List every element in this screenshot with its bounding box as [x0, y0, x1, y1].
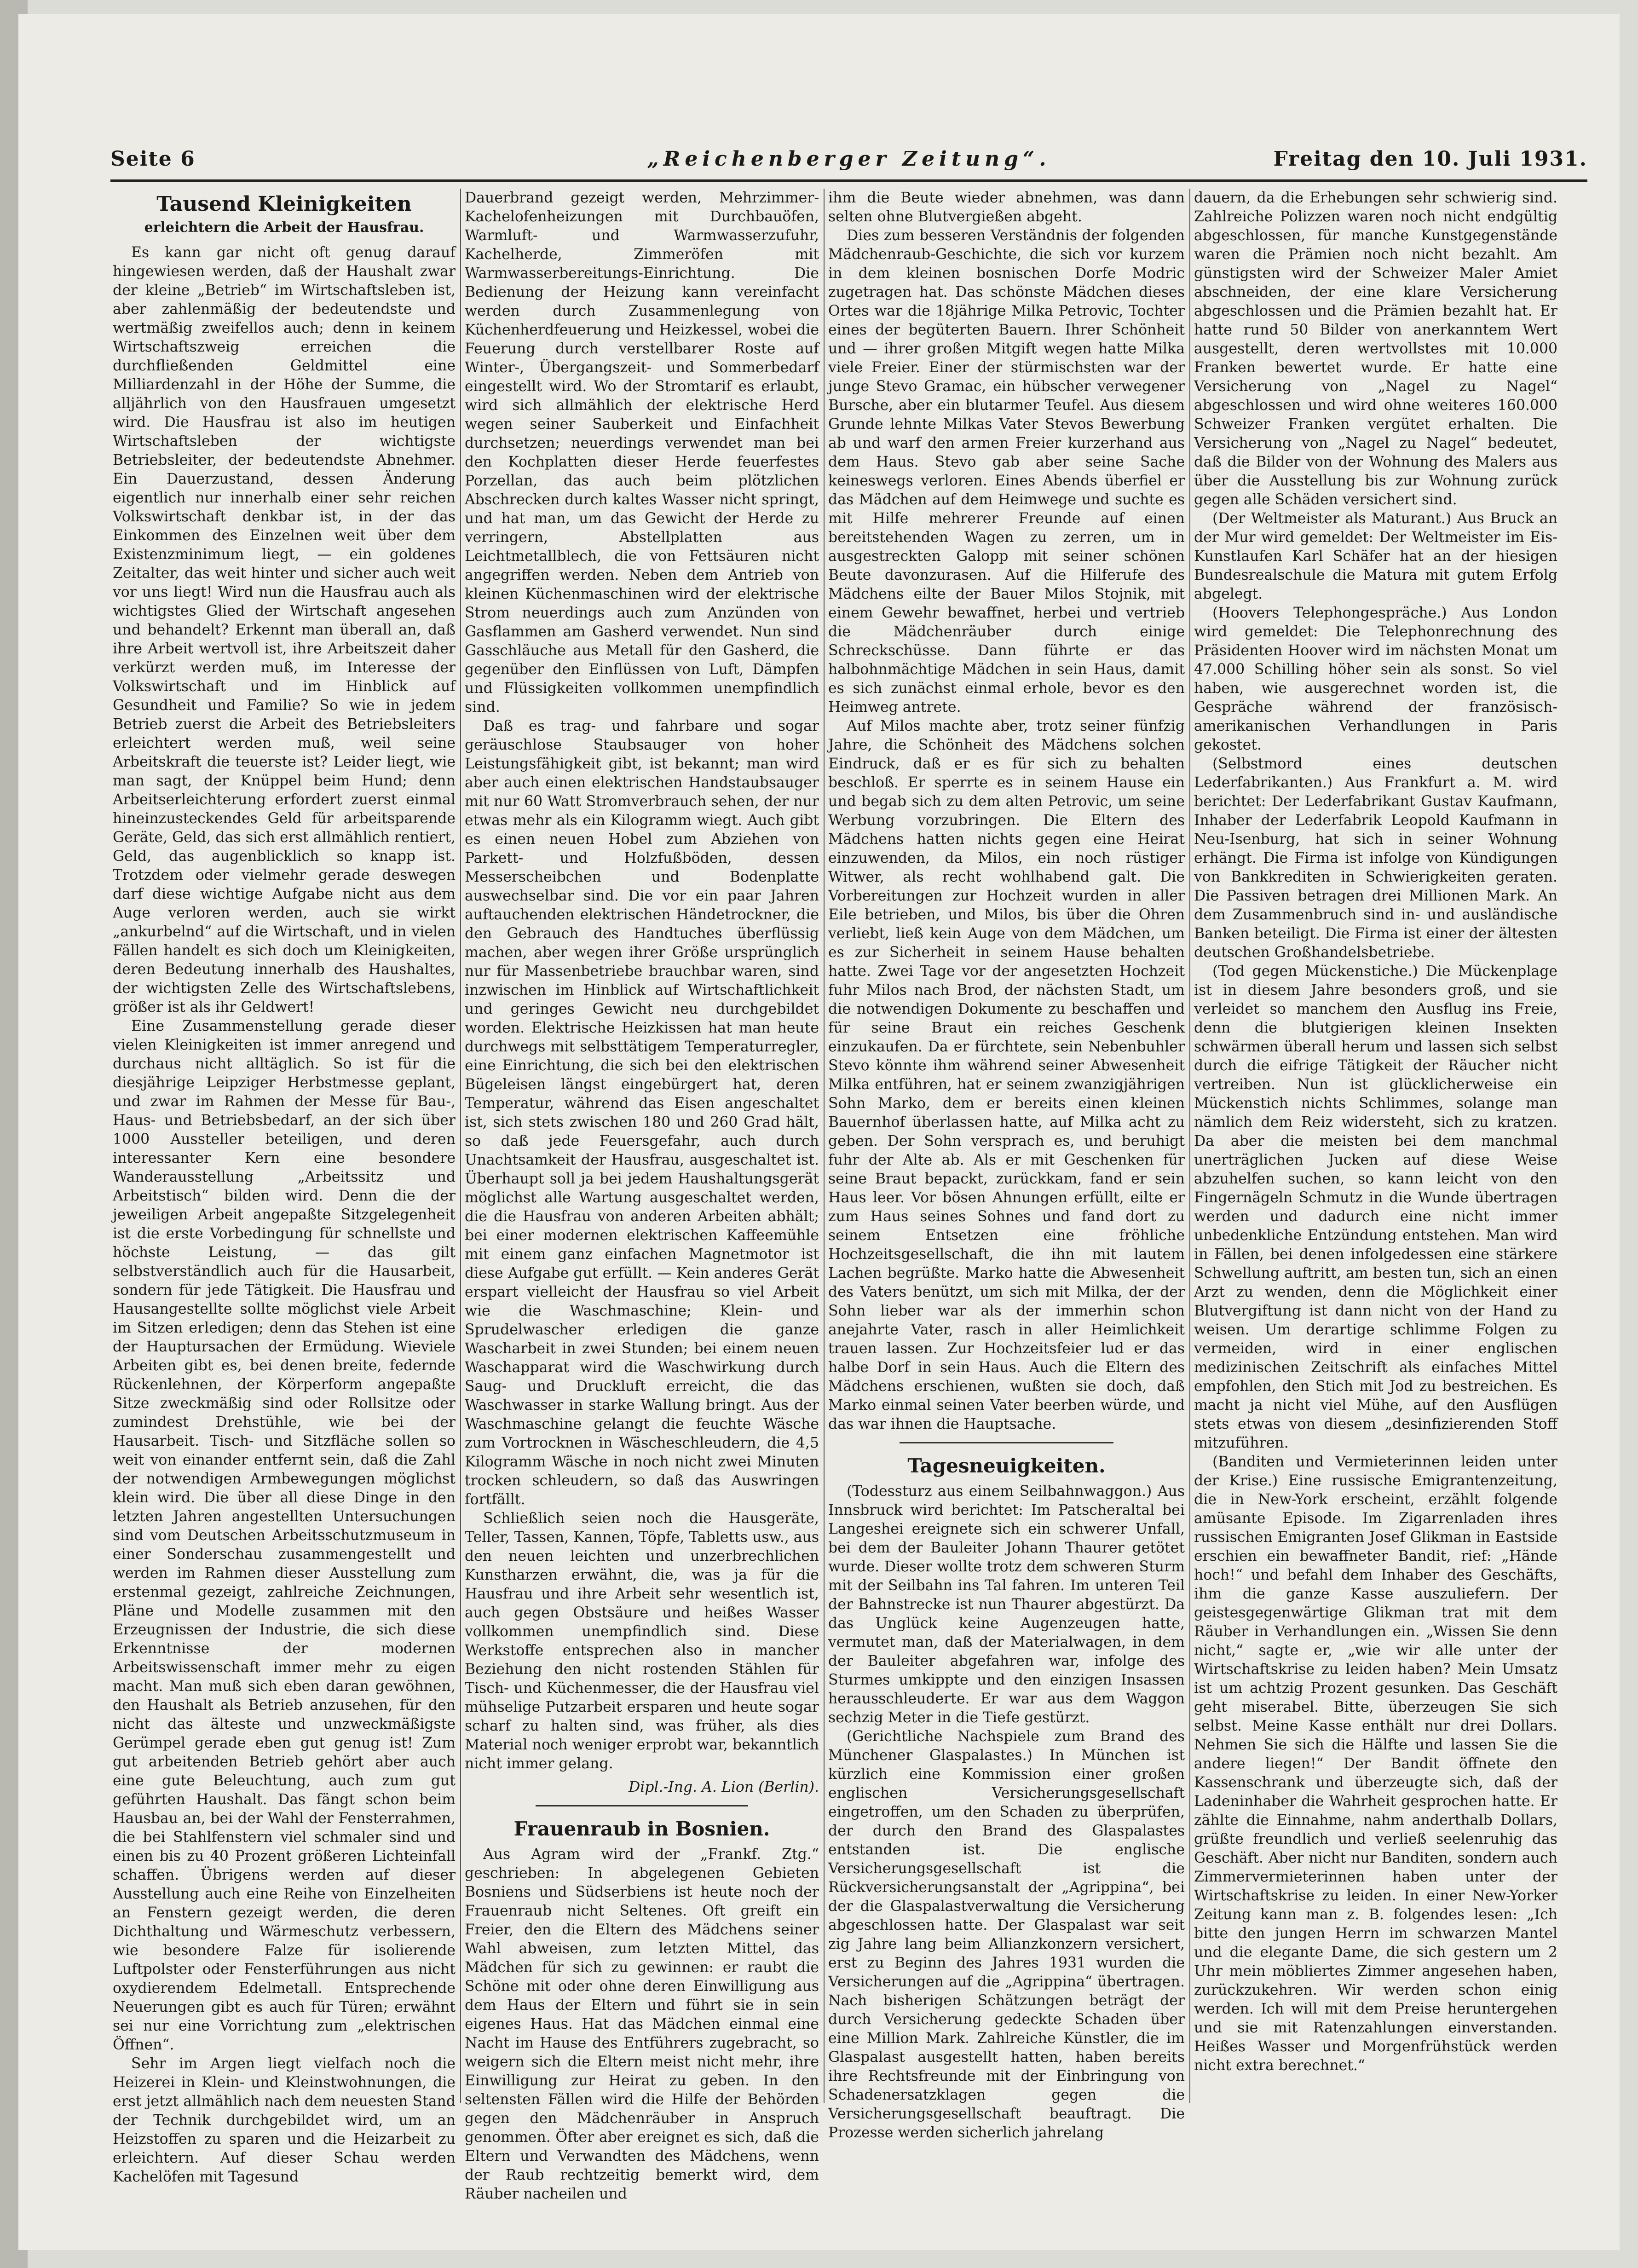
column-divider — [460, 189, 461, 2103]
news-item: (Hoovers Telephongespräche.) Aus London wird gemeldet: Die Telephonrechnung des Präsidenten Hoover wird im nächsten Monat um 47.000 Schilling höher sein als sonst. So viel haben, wie ausgerechnet worden ist, die Gespräche während der französisch-amerikanischen Verhandlungen in Paris gekostet. — [1194, 605, 1557, 753]
news-item: (Tod gegen Mückenstiche.) Die Mückenplage ist in diesem Jahre besonders groß, und sie verleidet so manchem den Ausflug ins Freie, denn die blutgierigen kleinen Insekten schwärmen überall herum und lassen sich selbst durch die eifrige Tätigkeit der Räucher nicht vertreiben. Nun ist glücklicherweise ein Mückenstich nichts Schlimmes, solange man nämlich dem Reiz widersteht, sich zu kratzen. Da aber die meisten bei dem manchmal unerträglichen Jucken auf diese Weise abzuhelfen suchen, so kann leicht von den Fingernägeln Schmutz in die Wunde übertragen werden und dadurch eine nicht immer unbedenkliche Entzündung entstehen. Man wird in Fällen, bei denen infolgedessen eine stärkere Schwellung auftritt, am besten tun, sich an einen Arzt zu wenden, denn die Möglichkeit einer Blutvergiftung ist dann nicht von der Hand zu weisen. Um derartige schlimme Folgen zu vermeiden, wird in einer englischen medizinischen Zeitschrift als einfaches Mittel empfohlen, den Stich mit Jod zu bestreichen. Es macht ja nicht viel Mühe, auf den Ausflügen stets etwas von diesem „desinfizierenden Stoff mitzuführen. — [1194, 963, 1557, 1451]
column-1 — [113, 189, 456, 2185]
news-item: dauern, da die Erhebungen sehr schwierig sind. Zahlreiche Polizzen waren noch nicht endgültig abgeschlossen, für manche Kunstgegenstände waren die Prämien noch nicht bezahlt. Am günstigsten wird der Schweizer Maler Amiet abschneiden, der eine klare Versicherung abgeschlossen und die Prämien bezahlt hat. Er hatte rund 50 Bilder von anerkanntem Wert ausgestellt, deren wertvollstes mit 10.000 Franken bewertet wurde. Er hatte eine Versicherung von „Nagel zu Nagel“ abgeschlossen und wird ohne weiteres 160.000 Schweizer Franken vergütet erhalten. Die Versicherung von „Nagel zu Nagel“ bedeutet, daß die Bilder von der Wohnung des Malers aus über die Ausstellung bis zur Wohnung zurück gegen alle Schäden versichert sind. — [1194, 190, 1557, 508]
article-paragraph: Aus Agram wird der „Frankf. Ztg.“ geschrieben: In abgelegenen Gebieten Bosniens und Südserbiens ist heute noch der Frauenraub nicht Seltenes. Oft greift ein Freier, den die Eltern des Mädchens seiner Wahl abweisen, zum letzten Mittel, das Mädchen für sich zu gewinnen: er raubt die Schöne mit oder ohne deren Einwilligung aus dem Haus der Eltern und führt sie in sein eigenes Haus. Hat das Mädchen einmal eine Nacht im Hause des Entführers zugebracht, so weigern sich die Eltern meist nicht mehr, ihre Einwilligung zur Heirat zu geben. In den seltensten Fällen wird die Hilfe der Behörden gegen den Mädchenräuber in Anspruch genommen. Öfter aber ereignet es sich, daß die Eltern und Verwandten des Mädchens, wenn der Raub rechtzeitig bemerkt wird, dem Räuber nacheilen und — [465, 1846, 819, 2202]
header-rule — [110, 179, 1587, 182]
article-title: Tausend Kleinigkeiten — [156, 192, 412, 216]
news-item: (Banditen und Vermieterinnen leiden unter der Krise.) Eine russische Emigrantenzeitung, die in New-York erscheint, erzählt folgende amüsante Episode. Im Zigarrenladen ihres russischen Emigranten Josef Glikman in Eastside erschien ein bewaffneter Bandit, rief: „Hände hoch!“ und befahl dem Inhaber des Geschäfts, ihm die ganze Kasse auszuliefern. Der geistesgegenwärtige Glikman trat mit dem Räuber in Verhandlungen ein. „Wissen Sie denn nicht,“ sagte er, „wie wir alle unter der Wirtschaftskrise zu leiden haben? Mein Umsatz ist um achtzig Prozent gesunken. Das Geschäft geht miserabel. Bitte, überzeugen Sie sich selbst. Meine Kasse enthält nur drei Dollars. Nehmen Sie sich die Hälfte und lassen Sie die andere liegen!“ Der Bandit öffnete den Kassenschrank und überzeugte sich, daß der Ladeninhaber die Wahrheit gesprochen hatte. Er zählte die Einnahme, nahm anderthalb Dollars, grüßte freundlich und verließ seelenruhig das Geschäft. Aber nicht nur Banditen, sondern auch Zimmervermieterinnen haben unter der Wirtschaftskrise zu leiden. In einer New-Yorker Zeitung kann man z. B. folgendes lesen: „Ich bitte den jungen Herrn im schwarzen Mantel und die elegante Dame, die sich gestern um 2 Uhr mein möbliertes Zimmer angesehen haben, zurückzukehren. Wir werden schon einig werden. Ich will mit dem Preise heruntergehen und sie mit Ratenzahlungen einverstanden. Heißes Wasser und Morgenfrühstück werden nicht extra berechnet.“ — [1194, 1454, 1557, 2074]
column-divider — [1189, 189, 1190, 2103]
column-divider — [824, 189, 825, 2103]
article-subtitle: erleichtern die Arbeit der Hausfrau. — [144, 219, 424, 236]
section-title: Tagesneuigkeiten. — [907, 1454, 1106, 1477]
page-header — [110, 147, 1587, 175]
issue-date: Freitag den 10. Juli 1931. — [1273, 147, 1587, 171]
article-paragraph: Dies zum besseren Verständnis der folgenden Mädchenraub-Geschichte, die sich vor kurzem in dem kleinen bosnischen Dorfe Modric zugetragen hat. Das schönste Mädchen dieses Ortes war die 18jährige Milka Petrovic, Tochter eines der begüterten Bauern. Ihrer Schönheit und — ihrer großen Mitgift wegen hatte Milka viele Freier. Einer der stürmischsten war der junge Stevo Gramac, ein hübscher verwegener Bursche, aber ein blutarmer Teufel. Aus diesem Grunde lehnte Milkas Vater Stevos Bewerbung ab und warf den armen Freier kurzerhand aus dem Haus. Stevo gab aber seine Sache keineswegs verloren. Eines Abends überfiel er das Mädchen auf dem Heimwege und suchte es mit Hilfe mehrerer Freunde auf einen bereitstehenden Wagen zu zerren, um in ausgestreckten Galopp mit seiner schönen Beute davonzurasen. Auf die Hilferufe des Mädchens eilte der Bauer Milos Stojnik, mit einem Gewehr bewaffnet, herbei und vertrieb die Mädchenräuber durch einige Schreckschüsse. Dann führte er das halbohnmächtige Mädchen in sein Haus, damit es sich zunächst einmal erhole, bevor es den Heimweg antrete. — [828, 227, 1185, 716]
news-item: (Selbstmord eines deutschen Lederfabrikanten.) Aus Frankfurt a. M. wird berichtet: Der Lederfabrikant Gustav Kaufmann, Inhaber der Lederfabrik Leopold Kaufmann in Neu-Isenburg, hat sich in seiner Wohnung erhängt. Die Firma ist infolge von Kündigungen von Bankkrediten in Schwierigkeiten geraten. Die Passiven betragen drei Millionen Mark. An dem Zusammenbruch sind in- und ausländische Banken beteiligt. Die Firma ist einer der ältesten deutschen Großhandelsbetriebe. — [1194, 756, 1557, 961]
article-paragraph: Daß es trag- und fahrbare und sogar geräuschlose Staubsauger von hoher Leistungsfähigkeit gibt, ist bekannt; man wird aber auch einen elektrischen Handstaubsauger mit nur 60 Watt Stromverbrauch sehen, der nur etwas mehr als ein Kilogramm wiegt. Auch gibt es einen neuen Hobel zum Abziehen von Parkett- und Holzfußböden, dessen Messerscheibchen und Bodenplatte auswechselbar sind. Die vor ein paar Jahren auftauchenden elektrischen Händetrockner, die den Gebrauch des Handtuches überflüssig machen, aber wegen ihrer Größe ursprünglich nur für Massenbetriebe brauchbar waren, sind inzwischen im Hinblick auf Wirtschaftlichkeit und geringes Gewicht neu durchgebildet worden. Elektrische Heizkissen hat man heute durchwegs mit selbsttätigem Temperaturregler, eine Einrichtung, die sich bei den elektrischen Bügeleisen längst eingebürgert hat, deren Temperatur, während das Eisen angeschaltet ist, sich stets zwischen 180 und 260 Grad hält, so daß jede Feuersgefahr, auch durch Unachtsamkeit der Hausfrau, ausgeschaltet ist. Überhaupt soll ja bei jedem Haushaltungsgerät möglichst alle Wartung ausgeschaltet werden, die die Hausfrau von anderen Arbeiten abhält; bei einer modernen elektrischen Kaffeemühle mit einem ganz einfachen Magnetmotor ist diese Aufgabe gut erfüllt. — Kein anderes Gerät erspart vielleicht der Hausfrau so viel Arbeit wie die Waschmaschine; Klein- und Sprudelwascher erledigen die ganze Wascharbeit in zwei Stunden; bei einem neuen Waschapparat wird die Waschwirkung durch Saug- und Druckluft erreicht, die das Waschwasser in starke Wallung bringt. Aus der Waschmaschine gelangt die feuchte Wäsche zum Vortrocknen in Wäscheschleudern, die 4,5 Kilogramm Wäsche in noch nicht zwei Minuten trocken schleudern, so daß das Auswringen fortfällt. — [465, 718, 819, 1508]
news-item: (Der Weltmeister als Maturant.) Aus Bruck an der Mur wird gemeldet: Der Weltmeister im Eis-Kunstlaufen Karl Schäfer hat an der hiesigen Bundesrealschule die Matura mit gutem Erfolg abgelegt. — [1194, 510, 1557, 602]
page-number: Seite 6 — [110, 147, 196, 171]
article-paragraph: Schließlich seien noch die Hausgeräte, Teller, Tassen, Kannen, Töpfe, Tabletts usw., aus den neuen leichten und unzerbrechlichen Kunstharzen erwähnt, die, was ja für die Hausfrau und ihre Arbeit sehr wesentlich ist, auch gegen Obstsäure und heißes Wasser vollkommen unempfindlich sind. Diese Werkstoffe entsprechen also in mancher Beziehung den nicht rostenden Stählen für Tisch- und Küchenmesser, die der Hausfrau viel mühselige Putzarbeit ersparen und heute sogar scharf zu halten sind, was früher, als dies Material noch weniger erprobt war, bekanntlich nicht immer gelang. — [465, 1510, 819, 1772]
author-signature: Dipl.-Ing. A. Lion (Berlin). — [628, 1779, 819, 1795]
newspaper-name: „Reichenberger Zeitung“. — [647, 147, 1051, 171]
article-separator — [900, 1442, 1113, 1443]
article-paragraph: ihm die Beute wieder abnehmen, was dann selten ohne Blutvergießen abgeht. — [828, 190, 1185, 225]
article-separator — [536, 1805, 748, 1806]
column-4 — [1194, 189, 1557, 2084]
news-item: (Gerichtliche Nachspiele zum Brand des Münchener Glaspalastes.) In München ist kürzlich eine Kommission einer großen englischen Versicherungsgesellschaft eingetroffen, um den Schaden zu überprüfen, der durch den Brand des Glaspalastes entstanden ist. Die englische Versicherungsgesellschaft ist die Rückversicherungsanstalt der „Agrippina“, bei der die Glaspalastverwaltung die Versicherung abgeschlossen hatte. Der Glaspalast war seit zig Jahre lang beim Allianzkonzern versichert, erst zu Beginn des Jahres 1931 wurden die Versicherungen auf die „Agrippina“ übertragen. Nach bisherigen Schätzungen beträgt der durch Versicherung gedeckte Schaden über eine Million Mark. Zahlreiche Künstler, die im Glaspalast ausgestellt hatten, haben bereits ihre Rechtsfreunde mit der Einbringung von Schadenersatzklagen gegen die Versicherungsgesellschaft beauftragt. Die Prozesse werden sicherlich jahrelang — [828, 1728, 1185, 2141]
column-3 — [828, 189, 1185, 2141]
article-paragraph: Sehr im Argen liegt vielfach noch die Heizerei in Klein- und Kleinstwohnungen, die erst jetzt allmählich nach dem neuesten Stand der Technik durchgebildet wird, um an Heizstoffen zu sparen und die Heizarbeit zu erleichtern. Auf dieser Schau werden Kachelöfen mit Tagesund — [113, 2055, 456, 2185]
article-paragraph: Eine Zusammenstellung gerade dieser vielen Kleinigkeiten ist immer anregend und durchaus nicht alltäglich. So ist für die diesjährige Leipziger Herbstmesse geplant, und zwar im Rahmen der Messe für Bau-, Haus- und Betriebsbedarf, an der sich über 1000 Aussteller beteiligen, und deren interessanter Kern eine besondere Wanderausstellung „Arbeitssitz und Arbeitstisch“ bilden wird. Denn die der jeweiligen Arbeit angepaßte Sitzgelegenheit ist die erste Vorbedingung für schnellste und höchste Leistung, — das gilt selbstverständlich auch für die Hausarbeit, sondern für jede Tätigkeit. Die Hausfrau und Hausangestellte sollte möglichst viele Arbeit im Sitzen erledigen; denn das Stehen ist eine der Hauptursachen der Ermüdung. Wieviele Arbeiten gibt es, bei denen breite, federnde Rückenlehnen, der Körperform angepaßte Sitze zweckmäßig sind oder Rollsitze oder zumindest Drehstühle, wie bei der Hausarbeit. Tisch- und Sitzfläche sollen so weit von einander entfernt sein, daß die Zahl der notwendigen Armbewegungen möglichst klein wird. Die über all diese Dinge in den letzten Jahren angestellten Untersuchungen sind vom Deutschen Arbeitsschutzmuseum in einer Sonderschau zusammengestellt und werden im Rahmen dieser Ausstellung zum erstenmal gezeigt, zahlreiche Zeichnungen, Pläne und Modelle zusammen mit den Erzeugnissen der Industrie, die sich diese Erkenntnisse der modernen Arbeitswissenschaft immer mehr zu eigen macht. Man muß sich eben daran gewöhnen, den Haushalt als Betrieb anzusehen, für den nicht das älteste und unzweckmäßigste Gerümpel gerade eben gut genug ist! Zum gut arbeitenden Betrieb gehört aber auch eine gute Beleuchtung, auch zum gut geführten Haushalt. Das fängt schon beim Hausbau an, bei der Wahl der Fensterrahmen, die bei Stahlfenstern viel schmaler sind und einen bis zu 40 Prozent größeren Lichteinfall schaffen. Übrigens werden auf dieser Ausstellung auch eine Reihe von Einzelheiten an Fenstern gezeigt werden, die deren Dichthaltung und Wärmeschutz verbessern, wie besondere Falze für isolierende Luftpolster oder Fensterführungen aus nicht oxydierendem Edelmetall. Entsprechende Neuerungen gibt es auch für Türen; erwähnt sei nur eine Vorrichtung zum „elektrischen Öffnen“. — [113, 1018, 456, 2053]
news-item: (Todessturz aus einem Seilbahnwaggon.) Aus Innsbruck wird berichtet: Im Patscheraltal bei Langeshei ereignete sich ein schwerer Unfall, bei dem der Bauleiter Johann Thaurer getötet wurde. Dieser wollte trotz dem schweren Sturm mit der Seilbahn ins Tal fahren. Im unteren Teil der Bahnstrecke ist nun Thaurer abgestürzt. Da das Unglück keine Augenzeugen hatte, vermutet man, daß der Materialwagen, in dem der Bauleiter abgefahren war, infolge des Sturmes umkippte und den einzigen Insassen herausschleuderte. Er war aus dem Waggon sechzig Meter in die Tiefe gestürzt. — [828, 1483, 1185, 1726]
article-paragraph: Auf Milos machte aber, trotz seiner fünfzig Jahre, die Schönheit des Mädchens solchen Eindruck, daß er es für sich zu behalten beschloß. Er sperrte es in seinem Hause ein und begab sich zu dem alten Petrovic, um seine Werbung vorzubringen. Die Eltern des Mädchens hatten nichts gegen eine Heirat einzuwenden, da Milos, ein noch rüstiger Witwer, als recht wohlhabend galt. Die Vorbereitungen zur Hochzeit wurden in aller Eile betrieben, und Milos, bis über die Ohren verliebt, ließ kein Auge von dem Mädchen, um es zur Sicherheit in seinem Hause behalten hatte. Zwei Tage vor der angesetzten Hochzeit fuhr Milos nach Brod, der nächsten Stadt, um die notwendigen Dokumente zu beschaffen und für seine Braut ein reiches Geschenk einzukaufen. Da er fürchtete, sein Nebenbuhler Stevo könnte ihm während seiner Abwesenheit Milka entführen, hat er seinem zwanzigjährigen Sohn Marko, dem er bereits einen kleinen Bauernhof überlassen hatte, auf Milka acht zu geben. Der Sohn versprach es, und beruhigt fuhr der Alte ab. Als er mit Geschenken für seine Braut bepackt, zurückkam, fand er sein Haus leer. Vor bösen Ahnungen erfüllt, eilte er zum Haus seines Sohnes und fand dort zu seinem Entsetzen eine fröhliche Hochzeitsgesellschaft, die ihn mit lautem Lachen begrüßte. Marko hatte die Abwesenheit des Vaters benützt, um sich mit Milka, der der Sohn lieber war als der immerhin schon anejahrte Vater, rasch in aller Heimlichkeit trauen lassen. Zur Hochzeitsfeier lud er das halbe Dorf in sein Haus. Auch die Eltern des Mädchens erschienen, wußten sie doch, daß Marko einmal seinen Vater beerben würde, und das war ihnen die Hauptsache. — [828, 718, 1185, 1432]
article-title: Frauenraub in Bosnien. — [513, 1818, 770, 1840]
article-paragraph: Dauerbrand gezeigt werden, Mehrzimmer-Kachelofenheizungen mit Durchbauöfen, Warmluft- und Warmwasserzufuhr, Kachelherde, Zimmeröfen mit Warmwasserbereitungs-Einrichtung. Die Bedienung der Heizung kann vereinfacht werden durch Zusammenlegung von Küchenherdfeuerung und Heizkessel, wobei die Feuerung durch verstellbarer Roste auf Winter-, Übergangszeit- und Sommerbedarf eingestellt wird. Wo der Stromtarif es erlaubt, wird sich allmählich der elektrische Herd wegen seiner Sauberkeit und Einfachheit durchsetzen; neuerdings verwendet man bei den Kochplatten dieser Herde feuerfestes Porzellan, das auch beim plötzlichen Abschrecken durch kaltes Wasser nicht springt, und hat man, um das Gewicht der Herde zu verringern, Abstellplatten aus Leichtmetallblech, die von Fettsäuren nicht angegriffen werden. Neben dem Antrieb von kleinen Küchenmaschinen wird der elektrische Strom neuerdings auch zum Anzünden von Gasflammen am Gasherd verwendet. Nun sind Gasschläuche aus Metall für den Gasherd, die gegenüber den Einflüssen von Luft, Dämpfen und Flüssigkeiten vollkommen unempfindlich sind. — [465, 190, 819, 716]
article-paragraph: Es kann gar nicht oft genug darauf hingewiesen werden, daß der Haushalt zwar der kleine „Betrieb“ im Wirtschaftsleben ist, aber zahlenmäßig der bedeutendste und wertmäßig zweifellos auch; denn in keinem Wirtschaftszweig erreichen die durchfließenden Geldmittel eine Milliardenzahl in der Höhe der Summe, die alljährlich von den Hausfrauen umgesetzt wird. Die Hausfrau ist also im heutigen Wirtschaftsleben der wichtigste Betriebsleiter, der bedeutendste Abnehmer. Ein Dauerzustand, dessen Änderung eigentlich nur innerhalb einer sehr reichen Volkswirtschaft denkbar ist, in der das Einkommen des Einzelnen weit über dem Existenzminimum liegt, — ein goldenes Zeitalter, das weit hinter und sicher auch weit vor uns liegt! Wird nun die Hausfrau auch als wichtigstes Glied der Wirtschaft angesehen und behandelt? Erkennt man überall an, daß ihre Arbeit wertvoll ist, ihre Arbeitszeit daher verkürzt werden muß, im Interesse der Volkswirtschaft und im Hinblick auf Gesundheit und Familie? So wie in jedem Betrieb zuerst die Arbeit des Betriebsleiters erleichtert werden muß, weil seine Arbeitskraft die teuerste ist? Leider liegt, wie man sagt, der Knüppel beim Hund; denn Arbeitserleichterung erfordert zuerst einmal hineinzusteckendes Geld für arbeitsparende Geräte, Geld, das sich erst allmählich rentiert, Geld, das augenblicklich so knapp ist. Trotzdem oder vielmehr gerade deswegen darf diese wichtige Aufgabe nicht aus dem Auge verloren werden, auch sie wirkt „ankurbelnd“ auf die Wirtschaft, und in vielen Fällen handelt es sich doch um Kleinigkeiten, deren Bedeutung innerhalb des Haushaltes, der wichtigsten Zelle des Wirtschaftslebens, größer ist als ihr Geldwert! — [113, 244, 456, 1016]
column-2 — [465, 189, 819, 2202]
